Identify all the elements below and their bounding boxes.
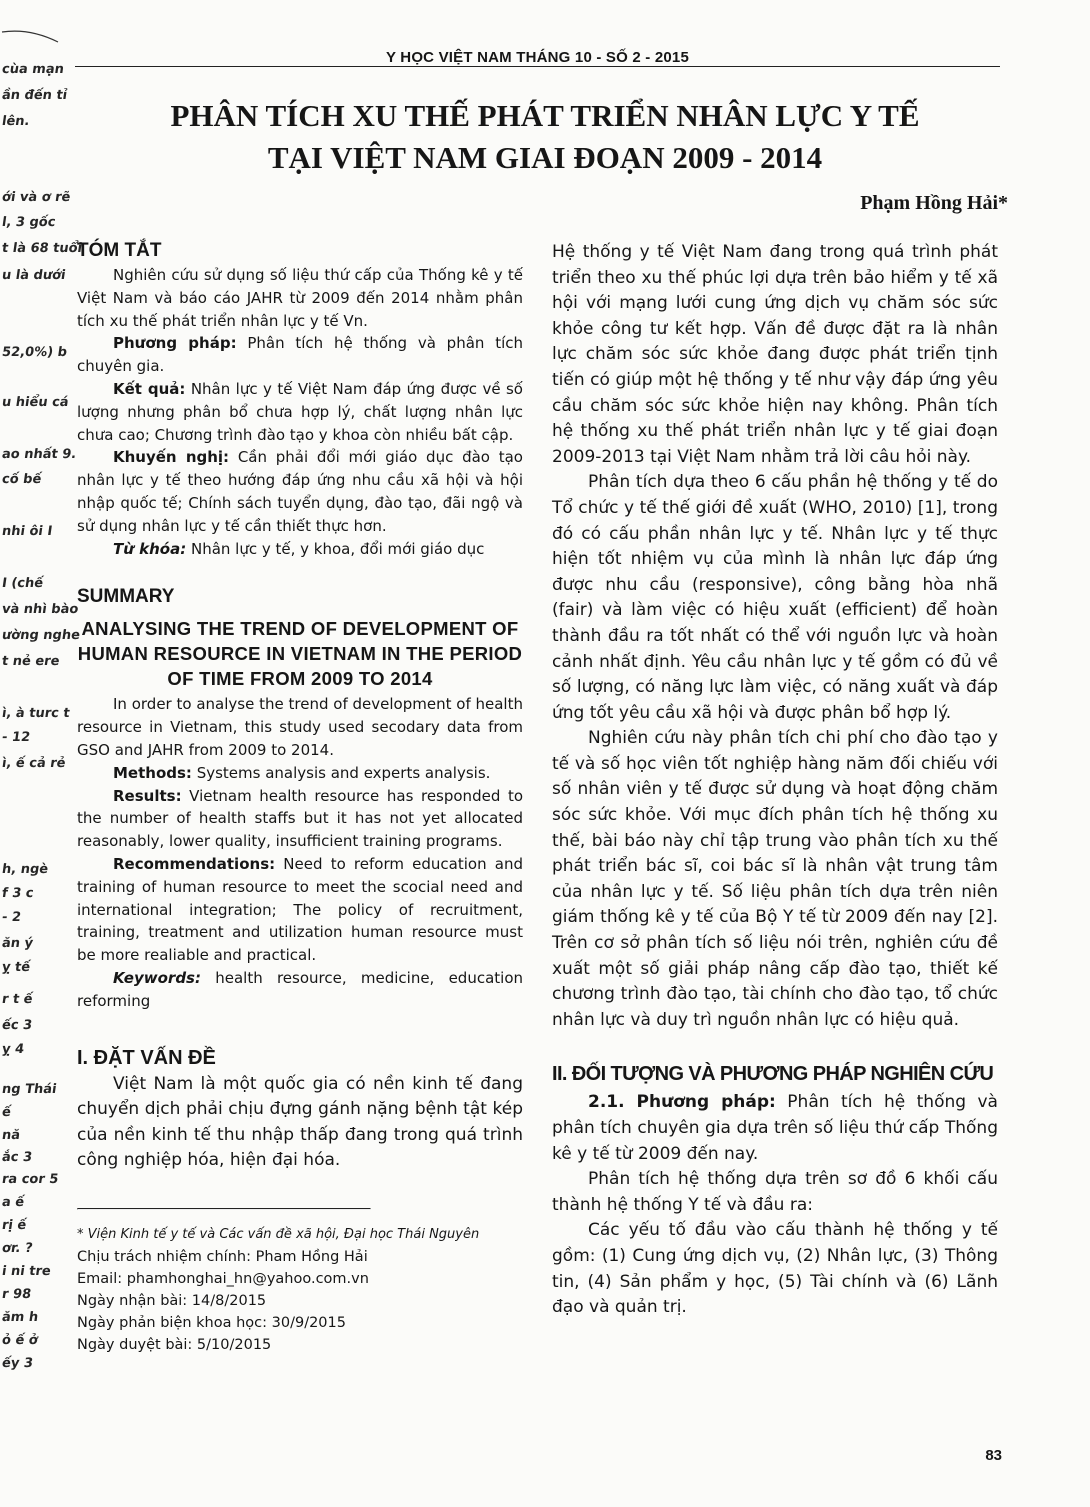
bleed-fragment: cố bế	[0, 472, 43, 487]
bleed-fragment: 52,0%) b	[0, 345, 68, 360]
abstract-keywords	[77, 538, 523, 561]
section2-sub-text: Phân tích hệ thống và phân tích chuyên gia dựa trên số liệu thứ cấp Thống kê y tế từ 2009 đến nay.	[552, 1092, 998, 1164]
footnote-email: Email: phamhonghai_hn@yahoo.com.vn	[77, 1270, 369, 1287]
facing-page-bleed	[0, 0, 84, 1507]
bleed-fragment: u là dưới	[0, 268, 67, 283]
abstract-recommendations	[77, 446, 523, 537]
bleed-fragment: r t ế	[0, 992, 34, 1007]
abstract-methods	[77, 332, 523, 378]
methods-label: Phương pháp:	[113, 334, 237, 353]
summary-results	[77, 785, 523, 853]
right-column	[552, 240, 998, 1321]
recommend-label-en: Recommendations:	[113, 854, 276, 873]
bleed-fragment: ng Thái	[0, 1082, 58, 1097]
section1-intro	[77, 1072, 523, 1174]
bleed-fragment: f 3 c	[0, 886, 35, 901]
bleed-fragment: lên.	[0, 114, 31, 129]
summary-methods	[77, 762, 523, 785]
bleed-fragment: ăm h	[0, 1310, 40, 1325]
recommend-text-en: Need to reform education and training of human resource to meet the scocial need and international integration; The policy of recruitment, training, treatment and utilization human resource must be more realiable and practical.	[77, 854, 523, 965]
summary-intro: In order to analyse the trend of development of health resource in Vietnam, this study used secodary data from GSO and JAHR from 2009 to 2014.	[77, 695, 523, 759]
bleed-fragment: ắc 3	[0, 1150, 34, 1165]
bleed-fragment: ra cor 5	[0, 1172, 60, 1187]
footnote-received: Ngày nhận bài: 14/8/2015	[77, 1292, 267, 1309]
bleed-fragment: ường nghe	[0, 628, 81, 643]
bleed-fragment: u hiểu cá	[0, 395, 70, 410]
bleed-fragment: ơr. ?	[0, 1241, 34, 1256]
section1-paragraph-4: Nghiên cứu này phân tích chi phí cho đào tạo y tế và số học viên tốt nghiệp hàng năm đối chiếu với số nhân viên y tế được sử dụng và hoạt động chăm sóc sức khỏe. Với mục đích phân tích hệ thống xu thế, bài báo này chỉ tập trung vào phân tích xu thế phát triển bác sĩ, coi bác sĩ là nhân vật trung tâm của nhân lực y tế. Số liệu phân tích dựa trên niên giám thống kê y tế của Bộ Y tế từ 2009 đến nay [2]. Trên cơ sở phân tích số liệu nói trên, nghiên cứu đề xuất một số giải pháp nâng cấp đào tạo, thiết kế chương trình đào tạo, tài chính cho đào tạo, tổ chức nhân lực và duy trì nguồn nhân lực có hiệu quả.	[552, 728, 998, 1030]
left-column	[77, 240, 523, 1356]
summary-keywords	[77, 967, 523, 1013]
page-number: 83	[985, 1447, 1002, 1464]
bleed-fragment: ần đến tỉ	[0, 88, 69, 103]
footnote-accepted: Ngày duyệt bài: 5/10/2015	[77, 1336, 272, 1353]
abstract-intro: Nghiên cứu sử dụng số liệu thứ cấp của Thống kê y tế Việt Nam và báo cáo JAHR từ 2009 đến 2014 nhằm phân tích xu thế phát triển nhân lực y tế Vn.	[77, 266, 523, 330]
header-rule	[75, 66, 1000, 67]
bleed-fragment: ỵ tế	[0, 960, 32, 975]
keywords-text: Nhân lực y tế, y khoa, đổi mới giáo dục	[186, 539, 485, 558]
section1-paragraph-2: Hệ thống y tế Việt Nam đang trong quá trình phát triển theo xu thế phúc lợi dựa trên bảo hiểm y tế xã hội với mạng lưới cung ứng dịch vụ chăm sóc sức khỏe công tư kết hợp. Vấn đề được đặt ra là nhân lực chăm sóc sức khỏe đang được phát triển tịnh tiến có giúp một hệ thống y tế như vậy đáp ứng yêu cầu chăm sóc sức khỏe hiện nay không. Phân tích hệ thống xu thế phát triển nhân lực y tế giai đoạn 2009-2013 tại Việt Nam nhằm trả lời câu hỏi này.	[552, 242, 998, 467]
running-header: Y HỌC VIỆT NAM THÁNG 10 - SỐ 2 - 2015	[385, 49, 690, 66]
summary-title: ANALYSING THE TREND OF DEVELOPMENT OF HUMAN RESOURCE IN VIETNAM IN THE PERIOD OF TIME FROM 2009 TO 2014	[77, 618, 523, 690]
bleed-fragment: ế	[0, 1105, 12, 1120]
abstract-results	[77, 378, 523, 446]
bleed-fragment: ếy 3	[0, 1356, 34, 1371]
methods-text: Phân tích hệ thống và phân tích chuyên gia.	[77, 334, 523, 376]
bleed-fragment: nhi ôi I	[0, 524, 54, 539]
section1-paragraph-3: Phân tích dựa theo 6 cấu phần hệ thống y tế do Tổ chức y tế thế giới đề xuất (WHO, 2010) [1], trong đó có cấu phần nhân lực y tế. Nhân lực y tế thực hiện tốt nhiệm vụ của mình là nhân lực đáp ứng được nhu cầu (responsive), công bằng hòa nhã (fair) và làm việc có hiệu xuất (efficient) để hoàn thành đầu ra tốt nhất có thể với nguồn lực và hoàn cảnh nhất định. Yêu cầu nhân lực y tế gồm có đủ về số lượng, có năng lực làm việc, có năng xuất và đáp ứng tốt yêu cầu xã hội và được phân bổ hợp lý.	[552, 472, 998, 723]
bleed-fragment: ếc 3	[0, 1018, 34, 1033]
section1-paragraph-1: Việt Nam là một quốc gia có nền kinh tế đang chuyển dịch phải chịu đựng gánh nặng bệnh tật kép của nền kinh tế thu nhập thấp đang trong quá trình công nghiệp hóa, hiện đại hóa.	[77, 1073, 523, 1171]
bleed-fragment: h, ngè	[0, 862, 50, 877]
bleed-fragment: ì, ế cả rẻ	[0, 756, 67, 771]
footnote-rule	[77, 1208, 371, 1210]
abstract-heading: TÓM TẮT	[77, 240, 162, 261]
results-text: Nhân lực y tế Việt Nam đáp ứng được về số lượng nhưng phân bổ chưa hợp lý, chất lượng nhân lực chưa cao; Chương trình đào tạo y khoa còn nhiều bất cập.	[77, 379, 523, 444]
footnote	[77, 1208, 523, 1356]
bleed-fragment: ới và ơ rẽ	[0, 190, 72, 205]
footnote-responsible: Chịu trách nhiệm chính: Pham Hồng Hải	[77, 1248, 368, 1265]
bleed-fragment: ăn ý	[0, 936, 35, 951]
keywords-text-en: health resource, medicine, education reforming	[77, 968, 523, 1010]
title-line-2: TẠI VIỆT NAM GIAI ĐOẠN 2009 - 2014	[267, 140, 823, 175]
keywords-label: Từ khóa:	[113, 539, 187, 558]
results-text-en: Vietnam health resource has responded to the number of health staffs but it has not yet allocated reasonably, lower quality, insufficient training programs.	[77, 786, 523, 851]
bleed-fragment: - 12	[0, 730, 32, 745]
bleed-fragment: rị ế	[0, 1218, 28, 1233]
bleed-fragment: - 2	[0, 910, 23, 925]
footnote-reviewed: Ngày phản biện khoa học: 30/9/2015	[77, 1314, 346, 1331]
bleed-fragment: t là 68 tuổi	[0, 241, 84, 256]
section2-heading: II. ĐỐI TƯỢNG VÀ PHƯƠNG PHÁP NGHIÊN CỨU	[552, 1063, 994, 1086]
footnote-affiliation: * Viện Kinh tế y tế và Các vấn đề xã hội, Đại học Thái Nguyên	[77, 1226, 480, 1242]
bleed-fragment: I (chế	[0, 576, 45, 591]
bleed-fragment: ao nhất 9.	[0, 447, 78, 462]
results-label-en: Results:	[113, 786, 182, 805]
bleed-fragment: i ni tre	[0, 1264, 52, 1279]
bleed-fragment: ỵ 4	[0, 1042, 26, 1057]
section2-paragraph-2: Các yếu tố đầu vào cấu thành hệ thống y tế gồm: (1) Cung ứng dịch vụ, (2) Nhân lực, (3) Thông tin, (4) Sản phẩm y học, (5) Tài chính và (6) Lãnh đạo và quản trị.	[552, 1220, 998, 1318]
methods-label-en: Methods:	[113, 763, 192, 782]
section2-method	[552, 1090, 998, 1167]
bleed-fragment: t nẻ ere	[0, 654, 61, 669]
author-name: Phạm Hồng Hải*	[860, 192, 1008, 214]
bleed-fragment: và nhì bào	[0, 602, 80, 617]
bleed-fragment: nă	[0, 1128, 22, 1143]
bleed-fragment: a ế	[0, 1195, 26, 1210]
keywords-label-en: Keywords:	[113, 968, 201, 987]
section2-paragraph-1: Phân tích hệ thống dựa trên sơ đồ 6 khối cấu thành hệ thống Y tế và đầu ra:	[552, 1169, 998, 1215]
results-label: Kết quả:	[113, 379, 186, 398]
page-curl-mark	[0, 0, 60, 40]
title-line-1: PHÂN TÍCH XU THẾ PHÁT TRIỂN NHÂN LỰC Y TẾ	[170, 98, 920, 133]
section1-heading: I. ĐẶT VẤN ĐỀ	[77, 1046, 216, 1069]
recommend-text: Cần phải đổi mới giáo dục đào tạo nhân lực y tế theo hướng đáp ứng nhu cầu xã hội và hội nhập quốc tế; Chính sách tuyển dụng, đào tạo, đãi ngộ và sử dụng nhân lực y tế cần thiết thực hơn.	[77, 448, 523, 535]
bleed-fragment: ì, à turc t	[0, 706, 71, 721]
article-title	[150, 95, 940, 179]
methods-text-en: Systems analysis and experts analysis.	[191, 763, 491, 782]
section2-sub-label: 2.1. Phương pháp:	[588, 1092, 776, 1113]
bleed-fragment: cùa mạn	[0, 62, 65, 77]
bleed-fragment: r 98	[0, 1287, 33, 1302]
bleed-fragment: ỏ ế ở	[0, 1333, 39, 1348]
summary-recommendations	[77, 853, 523, 967]
summary-heading: SUMMARY	[77, 586, 175, 608]
bleed-fragment: l, 3 gốc	[0, 215, 57, 230]
recommend-label: Khuyến nghị:	[113, 448, 230, 467]
